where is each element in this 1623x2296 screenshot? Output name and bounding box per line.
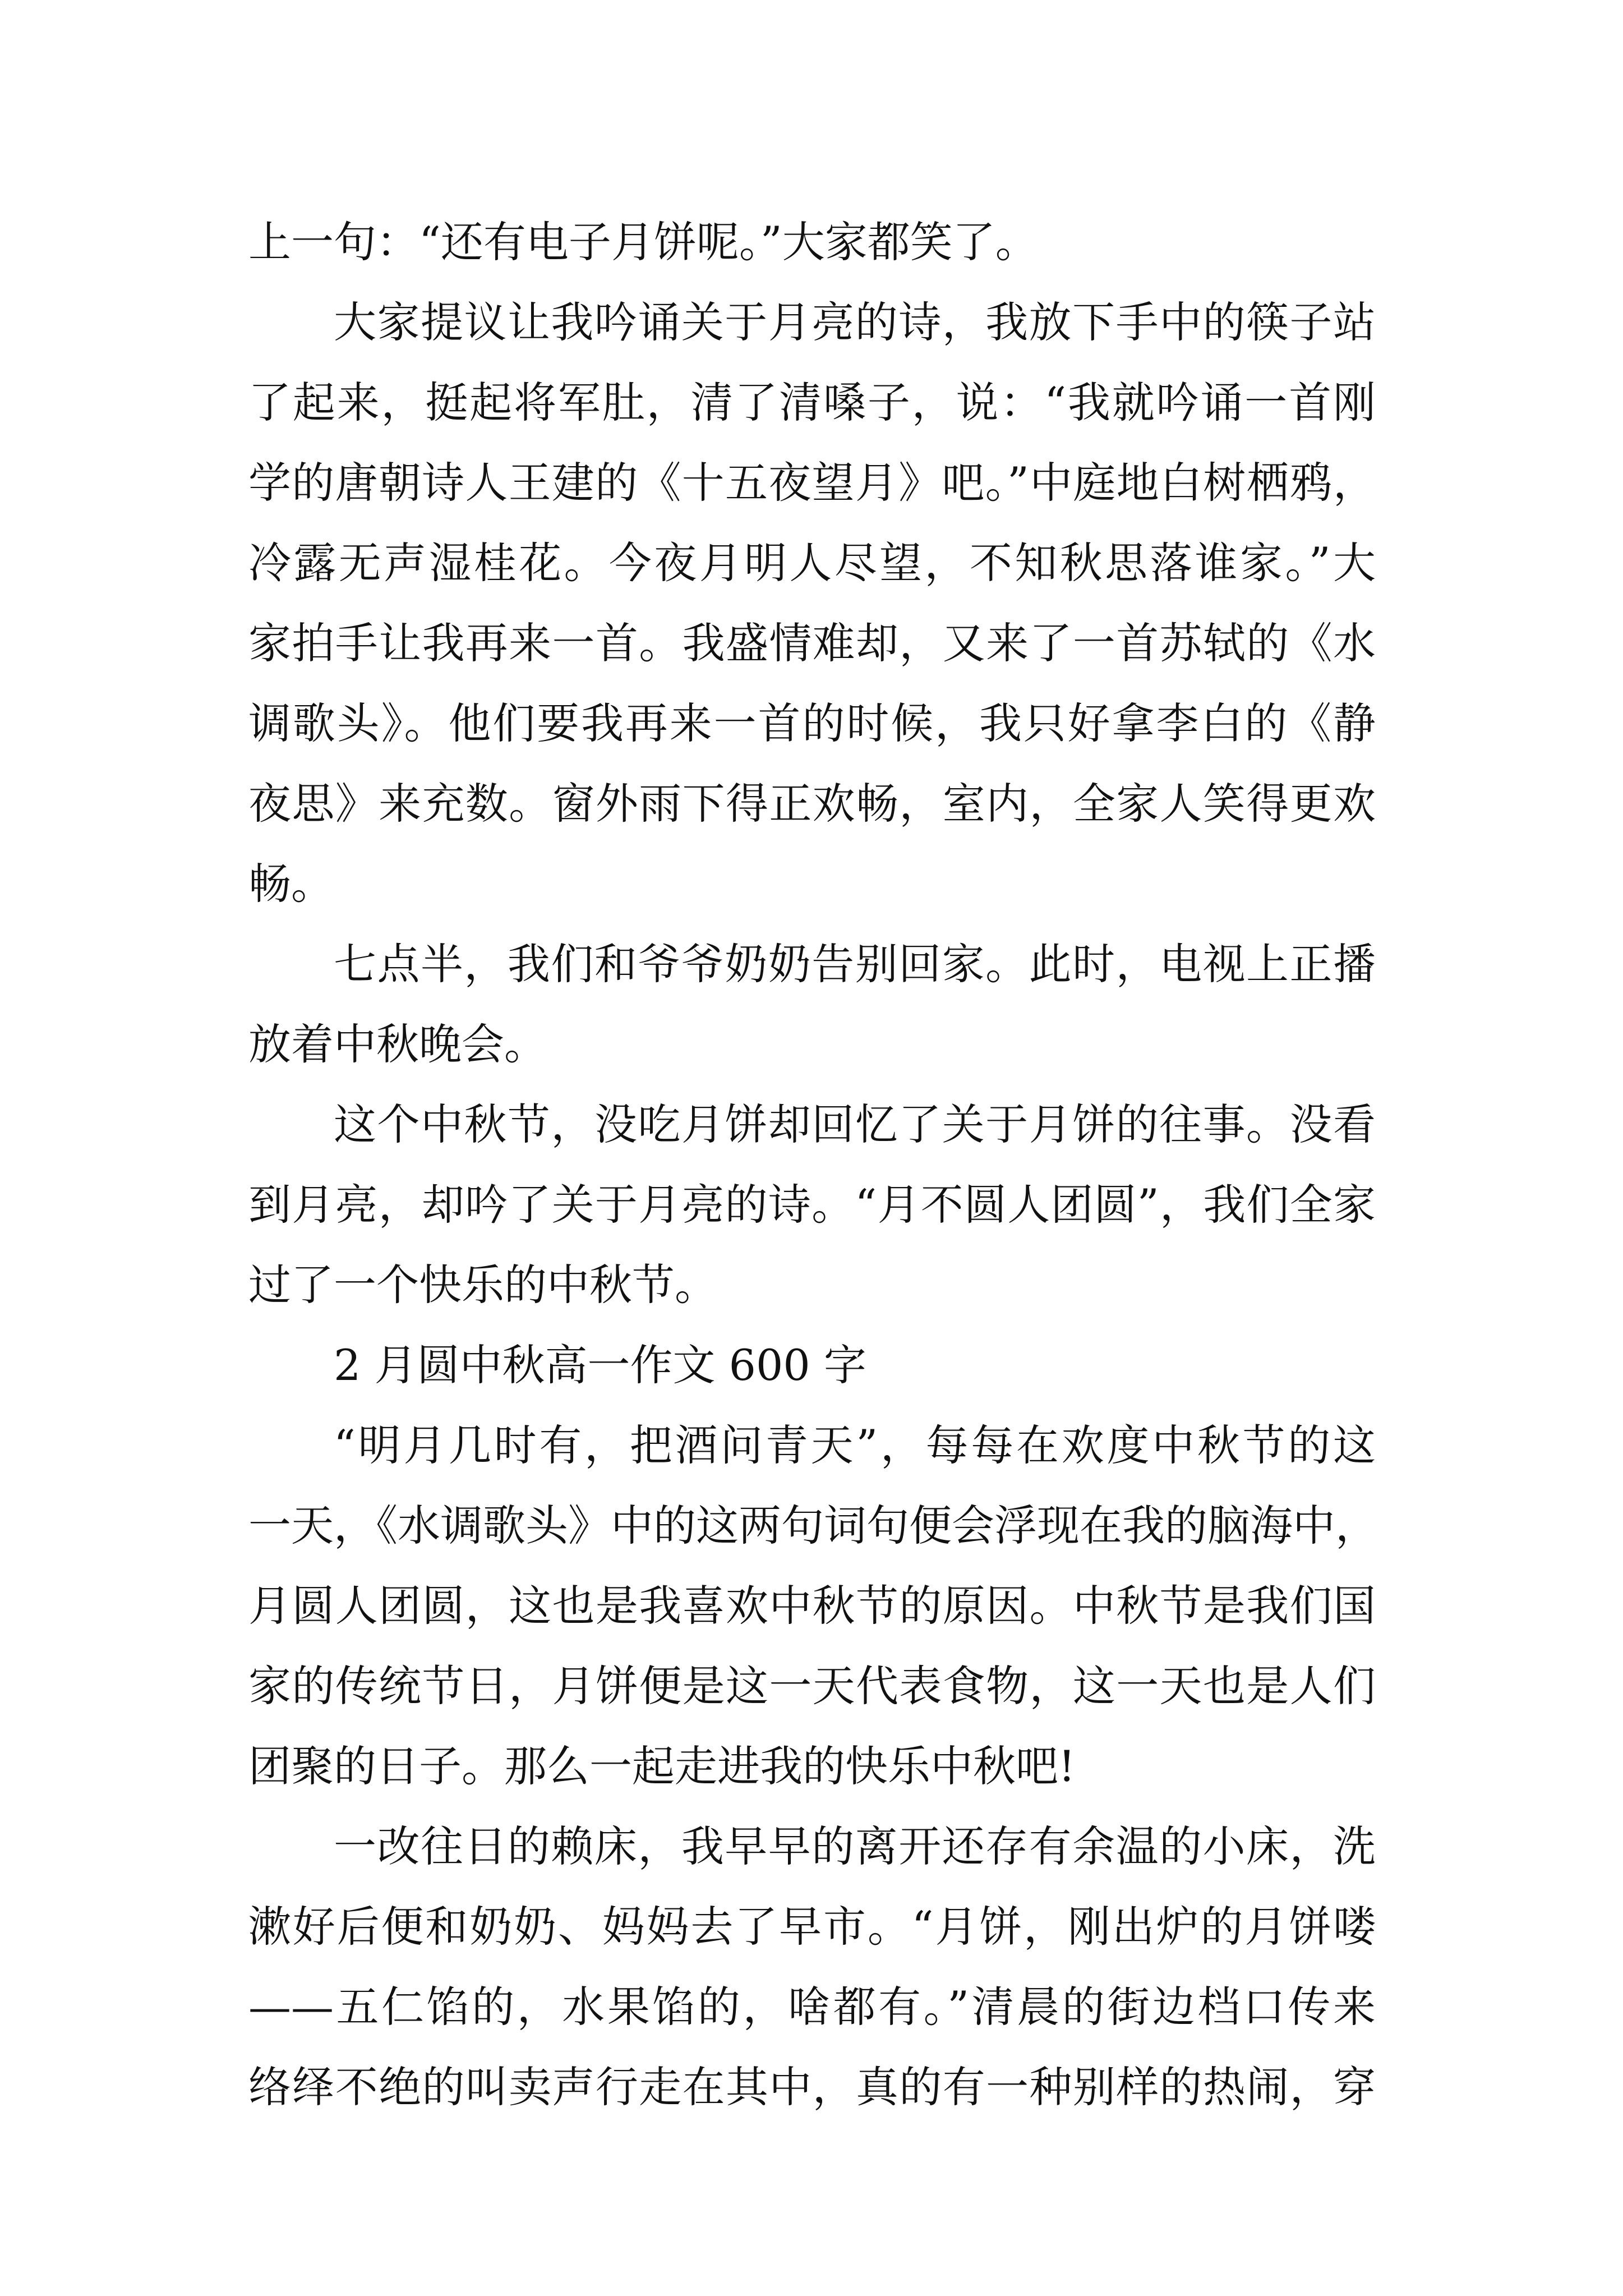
text-line: 畅。 [248, 859, 334, 909]
text-line: 大家提议让我吟诵关于月亮的诗，我放下手中的筷子站 [334, 297, 1376, 347]
text-line: 放着中秋晚会。 [248, 1019, 547, 1069]
section-heading: 2 月圆中秋高一作文 600 字 [334, 1340, 866, 1390]
text-line: 团聚的日子。那么一起走进我的快乐中秋吧! [248, 1741, 1076, 1791]
text-line: 这个中秋节，没吃月饼却回忆了关于月饼的往事。没看 [334, 1099, 1376, 1149]
text-line: “明月几时有，把酒问青天”，每每在欢度中秋节的这 [334, 1420, 1376, 1470]
text-line: 冷露无声湿桂花。今夜月明人尽望，不知秋思落谁家。”大 [248, 538, 1376, 588]
text-line: 调歌头》。他们要我再来一首的时候，我只好拿李白的《静 [248, 698, 1376, 748]
text-line: 家的传统节日，月饼便是这一天代表食物，这一天也是人们 [248, 1661, 1376, 1711]
text-line: 夜思》来充数。窗外雨下得正欢畅，室内，全家人笑得更欢 [248, 779, 1376, 829]
text-line: 一改往日的赖床，我早早的离开还存有余温的小床，洗 [334, 1821, 1376, 1871]
text-line: 一天，《水调歌头》中的这两句词句便会浮现在我的脑海中， [248, 1501, 1378, 1550]
text-line: 月圆人团圆，这也是我喜欢中秋节的原因。中秋节是我们国 [248, 1581, 1376, 1631]
text-line: 漱好后便和奶奶、妈妈去了早市。“月饼，刚出炉的月饼喽 [248, 1902, 1376, 1952]
text-line: ——五仁馅的，水果馅的，啥都有。”清晨的街边档口传来 [248, 1982, 1376, 2032]
text-line: 七点半，我们和爷爷奶奶告别回家。此时，电视上正播 [334, 939, 1376, 989]
text-line: 家拍手让我再来一首。我盛情难却，又来了一首苏轼的《水 [248, 618, 1376, 668]
text-line: 学的唐朝诗人王建的《十五夜望月》吧。”中庭地白树栖鸦， [248, 458, 1376, 508]
text-line: 上一句：“还有电子月饼呢。”大家都笑了。 [248, 217, 1038, 267]
text-line: 到月亮，却吟了关于月亮的诗。“月不圆人团圆”，我们全家 [248, 1180, 1376, 1230]
text-line: 络绎不绝的叫卖声行走在其中，真的有一种别样的热闹，穿 [248, 2062, 1376, 2112]
body-text [248, 202, 1376, 2127]
text-line: 了起来，挺起将军肚，清了清嗓子，说：“我就吟诵一首刚 [248, 378, 1376, 427]
text-line: 过了一个快乐的中秋节。 [248, 1260, 717, 1310]
